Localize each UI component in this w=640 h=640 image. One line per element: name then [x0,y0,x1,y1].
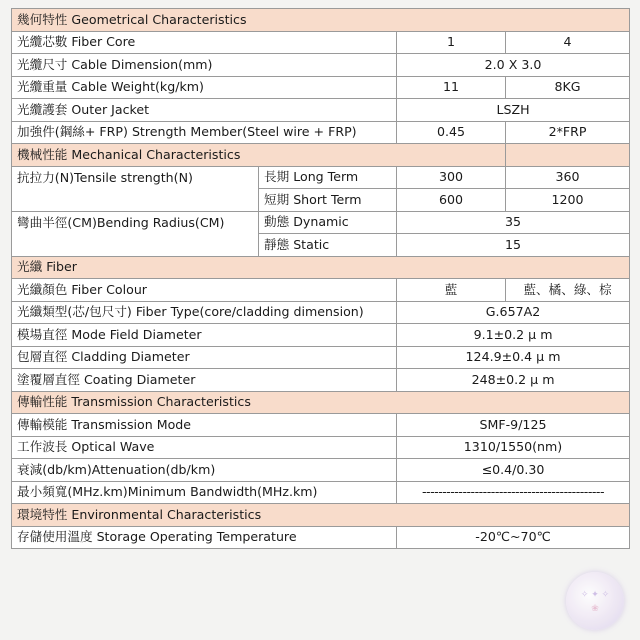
section-mechanical [12,144,630,167]
cell-value: 600 [397,189,506,212]
cell-value: 300 [397,166,506,189]
table-row [12,211,630,234]
row-label: 光纜護套 Outer Jacket [12,99,397,122]
cell-value: 4 [506,31,630,54]
section-environment [12,504,630,527]
row-label: 光纜芯數 Fiber Core [12,31,397,54]
cell-value: 9.1±0.2 μ m [397,324,630,347]
section-title: 機械性能 Mechanical Characteristics [12,144,506,167]
section-fiber [12,256,630,279]
cell-value: 11 [397,76,506,99]
sub-label: 動態 Dynamic [259,211,397,234]
watermark-mark: ✧ ✦ ✧ [580,590,610,600]
watermark-logo [566,572,624,630]
row-label: 塗覆層直徑 Coating Diameter [12,369,397,392]
cell-value: -20℃~70℃ [397,526,630,549]
cell-value: 2.0 X 3.0 [397,54,630,77]
sub-label: 長期 Long Term [259,166,397,189]
table-row [12,346,630,369]
table-row [12,436,630,459]
row-label: 包層直徑 Cladding Diameter [12,346,397,369]
table-row [12,414,630,437]
section-transmission [12,391,630,414]
table-row [12,526,630,549]
sub-label: 靜態 Static [259,234,397,257]
section-title: 光纖 Fiber [12,256,630,279]
cell-value: 8KG [506,76,630,99]
table-row [12,76,630,99]
section-geometry [12,9,630,32]
row-label: 光纜尺寸 Cable Dimension(mm) [12,54,397,77]
row-label: 工作波長 Optical Wave [12,436,397,459]
cell-value: 1200 [506,189,630,212]
watermark-mark: ❀ [591,604,599,614]
cell-value: 15 [397,234,630,257]
section-title: 環境特性 Environmental Characteristics [12,504,630,527]
cell-value: 1310/1550(nm) [397,436,630,459]
row-label: 加強件(鋼絲+ FRP) Strength Member(Steel wire + FRP) [12,121,397,144]
cell-value: 藍 [397,279,506,302]
section-title-blank [506,144,630,167]
row-label: 傳輸模能 Transmission Mode [12,414,397,437]
cell-value: 35 [397,211,630,234]
row-label: 存儲使用溫度 Storage Operating Temperature [12,526,397,549]
cell-value: 0.45 [397,121,506,144]
table-row [12,459,630,482]
section-title: 傳輸性能 Transmission Characteristics [12,391,630,414]
table-row [12,31,630,54]
table-row [12,324,630,347]
cell-value: 藍、橘、綠、棕 [506,279,630,302]
sub-label: 短期 Short Term [259,189,397,212]
table-row [12,481,630,504]
row-label: 光纜重量 Cable Weight(kg/km) [12,76,397,99]
row-label: 模場直徑 Mode Field Diameter [12,324,397,347]
table-row [12,301,630,324]
cell-value: --------------------------------------------- [397,481,630,504]
table-row [12,279,630,302]
table-row [12,54,630,77]
row-label: 最小頻寬(MHz.km)Minimum Bandwidth(MHz.km) [12,481,397,504]
table-row [12,99,630,122]
cell-value: 124.9±0.4 μ m [397,346,630,369]
row-label: 衰減(db/km)Attenuation(db/km) [12,459,397,482]
cell-value: LSZH [397,99,630,122]
cell-value: 248±0.2 μ m [397,369,630,392]
table-row [12,369,630,392]
cell-value: G.657A2 [397,301,630,324]
row-label: 光纖顏色 Fiber Colour [12,279,397,302]
table-row [12,121,630,144]
cell-value: 360 [506,166,630,189]
cell-value: 2*FRP [506,121,630,144]
cell-value: SMF-9/125 [397,414,630,437]
cell-value: 1 [397,31,506,54]
section-title: 幾何特性 Geometrical Characteristics [12,9,630,32]
row-label: 光纖類型(芯/包尺寸) Fiber Type(core/cladding dimension) [12,301,397,324]
spec-table [11,8,630,549]
table-row [12,166,630,189]
row-label: 彎曲半徑(CM)Bending Radius(CM) [12,211,259,256]
cell-value: ≤0.4/0.30 [397,459,630,482]
row-label: 抗拉力(N)Tensile strength(N) [12,166,259,211]
